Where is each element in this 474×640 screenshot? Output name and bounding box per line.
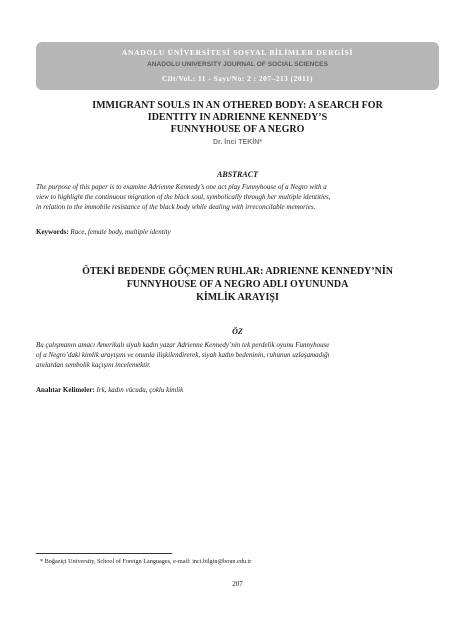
paper-title-tr-line-3: KİMLİK ARAYIŞI (196, 292, 279, 303)
paper-title-tr-line-1: ÖTEKİ BEDENDE GÖÇMEN RUHLAR: ADRIENNE KENNEDY’NİN (82, 266, 393, 277)
journal-header-box (36, 42, 439, 90)
keywords-label: Keywords: (36, 228, 69, 236)
keywords-en (36, 228, 439, 237)
journal-citation: Cilt/Vol.: 11 - Sayı/No: 2 : 207–213 (2011) (162, 74, 313, 83)
author-name: Dr. İnci TEKİN* (212, 139, 262, 146)
oz-heading: ÖZ (232, 327, 243, 336)
paper-title-tr-line-2: FUNNYHOUSE OF A NEGRO ADLI OYUNUNDA (126, 279, 349, 290)
abstract-line-1: The purpose of this paper is to examine Adrienne Kennedy’s one act play Funnyhouse of a Negro with a (36, 183, 327, 191)
oz-line-2: of a Negro’daki kimlik arayışını ve onunla ilişkilendirerek, siyah kadın bedeninin, ruhunun uzlaşamadığı (36, 351, 330, 359)
abstract-line-2: view to highlight the continuous migration of the black soul, symbolically through her multiple identities, (36, 193, 331, 201)
oz-line-3: anılardan sembolik kaçışını incelemektir. (36, 361, 151, 369)
keywords-tr (36, 386, 439, 395)
footnote-affiliation: * Boğaziçi University, School of Foreign Languages, e-mail: inci.bilgin@boun.edu.tr (40, 558, 252, 565)
paper-title-en-line-1: IMMIGRANT SOULS IN AN OTHERED BODY: A SEARCH FOR (92, 100, 383, 111)
journal-name-tr: ANADOLU ÜNİVERSİTESİ SOSYAL BİLİMLER DERGİSİ (121, 48, 354, 57)
paper-title-en-line-3: FUNNYHOUSE OF A NEGRO (170, 124, 305, 135)
footnote-divider (36, 553, 172, 554)
abstract-line-3: in relation to the immobile resistance of the black body while dealing with irreconcilable memories. (36, 203, 316, 211)
anahtar-kelimeler-label: Anahtar Kelimeler: (36, 386, 95, 394)
page-number: 207 (232, 580, 243, 588)
paper-title-en-line-2: IDENTITY IN ADRIENNE KENNEDY’S (147, 112, 328, 123)
journal-name-en: ANADOLU UNIVERSITY JOURNAL OF SOCIAL SCIENCES (147, 61, 328, 68)
keywords-value: Race, female body, multiple identity (68, 228, 171, 236)
abstract-heading: ABSTRACT (217, 170, 258, 179)
anahtar-kelimeler-value: Irk, kadın vücudu, çoklu kimlik (94, 386, 184, 394)
oz-line-1: Bu çalışmanın amacı Amerikalı siyah kadın yazar Adrienne Kennedy’nin tek perdelik oyunu Funnyhouse (36, 341, 330, 349)
